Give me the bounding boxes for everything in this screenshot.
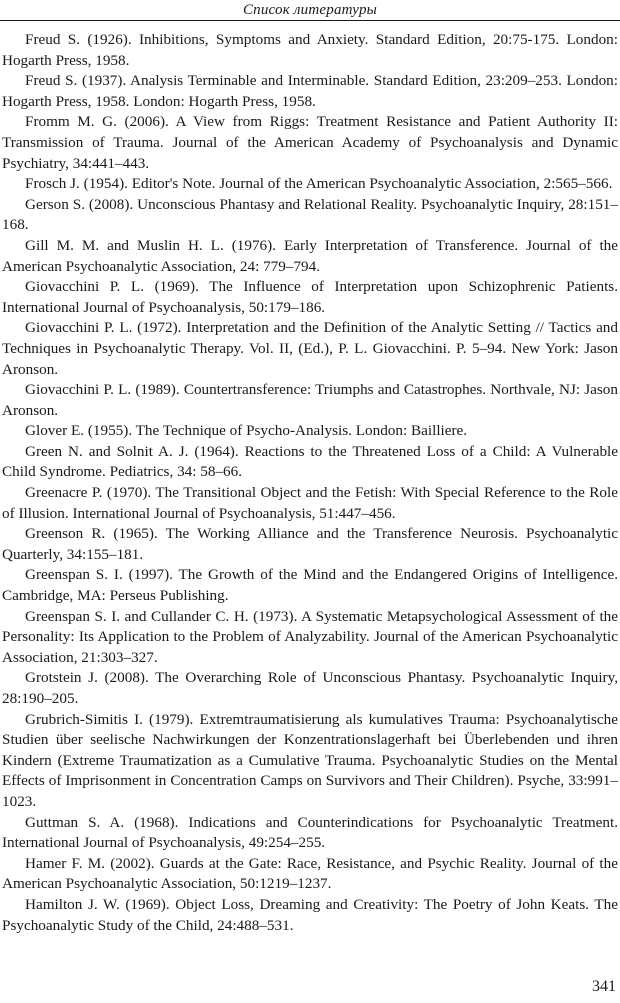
reference-entry: Frosch J. (1954). Editor's Note. Journal of the American Psychoanalytic Association, 2:565–566.: [25, 175, 613, 193]
reference-entry: Freud S. (1937). Analysis Terminable and Interminable. Standard Edition, 23:209–253. London: Hogarth Press, 1958. London: Hogarth Press, 1958.: [2, 72, 618, 110]
reference-entry: Gerson S. (2008). Unconscious Phantasy and Relational Reality. Psychoanalytic Inquiry, 28:151–168.: [2, 195, 618, 234]
reference-entry: Giovacchini P. L. (1972). Interpretation and the Definition of the Analytic Setting // Tactics and Techniques in Psychoanalytic Therapy. Vol. II, (Ed.), P. L. Giovacchini. P. 5–94. New York: Jason Aronson.: [2, 319, 618, 378]
reference-entry: Giovacchini P. L. (1969). The Influence of Interpretation upon Schizophrenic Patients. International Journal of Psychoanalysis, 50:179–186.: [2, 278, 618, 316]
reference-entry: Glover E. (1955). The Technique of Psycho-Analysis. London: Bailliere.: [25, 422, 468, 440]
header-rule: [0, 20, 620, 21]
reference-entry: Grubrich-Simitis I. (1979). Extremtraumatisierung als kumulatives Trauma: Psychoanalytische Studien über seelische Nachwirkungen der Konzentrationslagerhaft bei Überlebenden und ihren Kindern (Extreme Traumatization as a Cumulative Trauma. Psychoanalytic Studies on the Mental Effects of Imprisonment in Concentration Camps on Survivors and Their Children). Psyche, 33:991–1023.: [2, 710, 618, 810]
reference-entry: Greenson R. (1965). The Working Alliance and the Transference Neurosis. Psychoanalytic Quarterly, 34:155–181.: [2, 525, 618, 563]
reference-entry: Giovacchini P. L. (1989). Countertransference: Triumphs and Catastrophes. Northvale, NJ: Jason Aronson.: [2, 381, 618, 419]
running-header: [0, 0, 620, 22]
running-header-title: Список литературы: [242, 2, 378, 18]
reference-entry: Greenspan S. I. and Cullander C. H. (1973). A Systematic Metapsychological Assessment of the Personality: Its Application to the Problem of Analyzability. Journal of the American Psychoanalytic Association, 21:303–327.: [2, 607, 618, 666]
reference-entry: Guttman S. A. (1968). Indications and Counterindications for Psychoanalytic Treatment. International Journal of Psychoanalysis, 49:254–255.: [2, 813, 618, 852]
reference-entry: Gill M. M. and Muslin H. L. (1976). Early Interpretation of Transference. Journal of the American Psychoanalytic Association, 24: 779–794.: [2, 236, 618, 275]
reference-entry: Freud S. (1926). Inhibitions, Symptoms and Anxiety. Standard Edition, 20:75-175. London: Hogarth Press, 1958.: [2, 31, 618, 69]
reference-entry: Hamilton J. W. (1969). Object Loss, Dreaming and Creativity: The Poetry of John Keats. The Psychoanalytic Study of the Child, 24:488–531.: [2, 895, 618, 934]
page-number: 341: [592, 978, 616, 995]
reference-entry: Grotstein J. (2008). The Overarching Role of Unconscious Phantasy. Psychoanalytic Inquiry, 28:190–205.: [2, 669, 618, 707]
reference-list: [2, 30, 618, 936]
reference-entry: Greenspan S. I. (1997). The Growth of the Mind and the Endangered Origins of Intelligence. Cambridge, MA: Perseus Publishing.: [2, 566, 618, 605]
reference-entry: Fromm M. G. (2006). A View from Riggs: Treatment Resistance and Patient Authority II: Transmission of Trauma. Journal of the American Academy of Psychoanalysis and Dynamic Psychiatry, 34:441–443.: [2, 113, 618, 172]
reference-entry: Greenacre P. (1970). The Transitional Object and the Fetish: With Special Reference to the Role of Illusion. International Journal of Psychoanalysis, 51:447–456.: [2, 484, 618, 522]
reference-entry: Green N. and Solnit A. J. (1964). Reactions to the Threatened Loss of a Child: A Vulnerable Child Syndrome. Pediatrics, 34: 58–66.: [2, 442, 618, 481]
reference-entry: Hamer F. M. (2002). Guards at the Gate: Race, Resistance, and Psychic Reality. Journal of the American Psychoanalytic Association, 50:1219–1237.: [2, 854, 618, 893]
